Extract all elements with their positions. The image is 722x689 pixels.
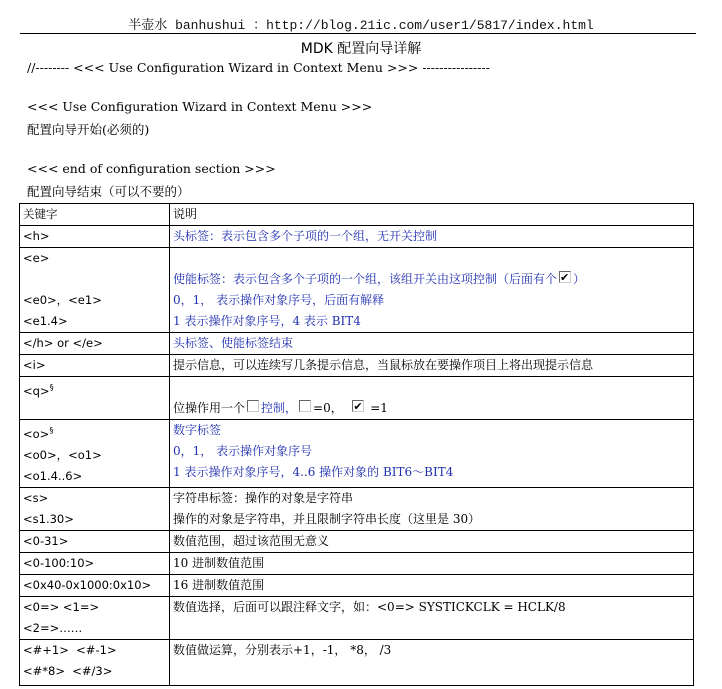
desc-q-a: 位操作用一个 (173, 401, 246, 415)
keyword-cell: <i> (20, 355, 170, 377)
keyword-s: <s> (23, 490, 49, 505)
keyword-cell (20, 596, 170, 639)
keyword-cell: <h> (20, 226, 170, 248)
table-row (20, 248, 694, 333)
comment-line: //-------- <<< Use Configuration Wizard in Context Menu >>> ---------------- (27, 60, 490, 75)
section-mark: § (49, 426, 54, 435)
keyword-o146: <o1.4..6> (23, 468, 83, 483)
keyword-calc1: <#+1> <#-1> (23, 642, 117, 657)
table-header-row (20, 204, 694, 226)
table-row (20, 552, 694, 574)
desc-cell (170, 248, 694, 333)
keyword-e14: <e1.4> (23, 314, 68, 328)
table-row (20, 530, 694, 552)
wizard-start-desc: 配置向导开始(必须的) (27, 122, 150, 137)
page-header: 半壶水 banhushui ：http://blog.21ic.com/user1/5817/index.html (128, 18, 594, 33)
keyword-o0: <o0>，<o1> (23, 447, 102, 462)
table-row (20, 596, 694, 639)
desc-o: 数字标签 (173, 423, 222, 437)
keyword-cell: </h> or </e> (20, 333, 170, 355)
unchecked-checkbox-icon (247, 400, 259, 412)
keyword-cell: <0x40-0x1000:0x10> (20, 574, 170, 596)
wizard-end-desc: 配置向导结束（可以不要的） (27, 184, 190, 199)
desc-e14: 1 表示操作对象序号，4 表示 BIT4 (173, 314, 361, 328)
keyword-q: <q> (23, 383, 50, 398)
desc-cell: 头标签、使能标签结束 (170, 333, 694, 355)
keyword-calc2: <#*8> <#/3> (23, 663, 113, 678)
desc-cell: 头标签：表示包含多个子项的一个组，无开关控制 (170, 226, 694, 248)
checked-checkbox-icon (352, 400, 364, 412)
desc-s130: 操作的对象是字符串，并且限制字符串长度（这里是 30） (173, 511, 481, 526)
desc-s: 字符串标签：操作的对象是字符串 (173, 490, 354, 505)
desc-q-c: =0， (313, 401, 343, 415)
checked-checkbox-icon (559, 271, 571, 283)
desc-cell: 提示信息，可以连续写几条提示信息，当鼠标放在要操作项目上将出现提示信息 (170, 355, 694, 377)
keyword-cell (20, 487, 170, 530)
desc-e-tail: ） (573, 272, 586, 286)
wizard-start-tag: <<< Use Configuration Wizard in Context Menu >>> (27, 99, 373, 114)
desc-cell: 数值做运算，分别表示+1，-1， *8， /3 (170, 639, 694, 685)
keyword-cell: <0-31> (20, 530, 170, 552)
col-keyword-header: 关键字 (20, 204, 170, 226)
desc-cell: 16 进制数值范围 (170, 574, 694, 596)
table-row (20, 420, 694, 488)
desc-e: 使能标签：表示包含多个子项的一个组，该组开关由这项控制（后面有个 (173, 272, 558, 286)
table-row (20, 574, 694, 596)
section-mark: § (49, 383, 54, 392)
table-row (20, 487, 694, 530)
col-desc-header: 说明 (170, 204, 694, 226)
desc-cell (170, 487, 694, 530)
keyword-o: <o> (23, 426, 50, 441)
wizard-end-tag: <<< end of configuration section >>> (27, 161, 276, 176)
desc-q-d: =1 (370, 401, 388, 415)
keyword-cell (20, 639, 170, 685)
keyword-sel1: <0=> <1=> (23, 599, 100, 614)
desc-e0: 0，1， 表示操作对象序号，后面有解释 (173, 293, 385, 307)
keyword-cell (20, 377, 170, 420)
unchecked-checkbox-icon (299, 400, 311, 412)
keyword-cell: <0-100:10> (20, 552, 170, 574)
keyword-table (19, 203, 694, 686)
desc-cell (170, 420, 694, 488)
keyword-sel2: <2=>…… (23, 620, 83, 635)
keyword-e0: <e0>，<e1> (23, 293, 102, 307)
desc-cell: 数值范围，超过该范围无意义 (170, 530, 694, 552)
keyword-e: <e> (23, 251, 50, 265)
keyword-cell (20, 248, 170, 333)
desc-o146: 1 表示操作对象序号，4..6 操作对象的 BIT6～BIT4 (173, 465, 454, 479)
table-row (20, 355, 694, 377)
desc-q-b: 控制， (261, 401, 298, 415)
document-title: MDK 配置向导详解 (300, 41, 422, 57)
desc-o0: 0，1， 表示操作对象序号 (173, 444, 313, 458)
keyword-cell (20, 420, 170, 488)
table-row (20, 333, 694, 355)
table-row (20, 377, 694, 420)
keyword-s130: <s1.30> (23, 511, 74, 526)
header-rule (20, 33, 696, 34)
table-row (20, 639, 694, 685)
desc-cell: 10 进制数值范围 (170, 552, 694, 574)
desc-cell (170, 377, 694, 420)
desc-cell: 数值选择，后面可以跟注释文字，如：<0=> SYSTICKCLK = HCLK/8 (170, 596, 694, 639)
table-row (20, 226, 694, 248)
